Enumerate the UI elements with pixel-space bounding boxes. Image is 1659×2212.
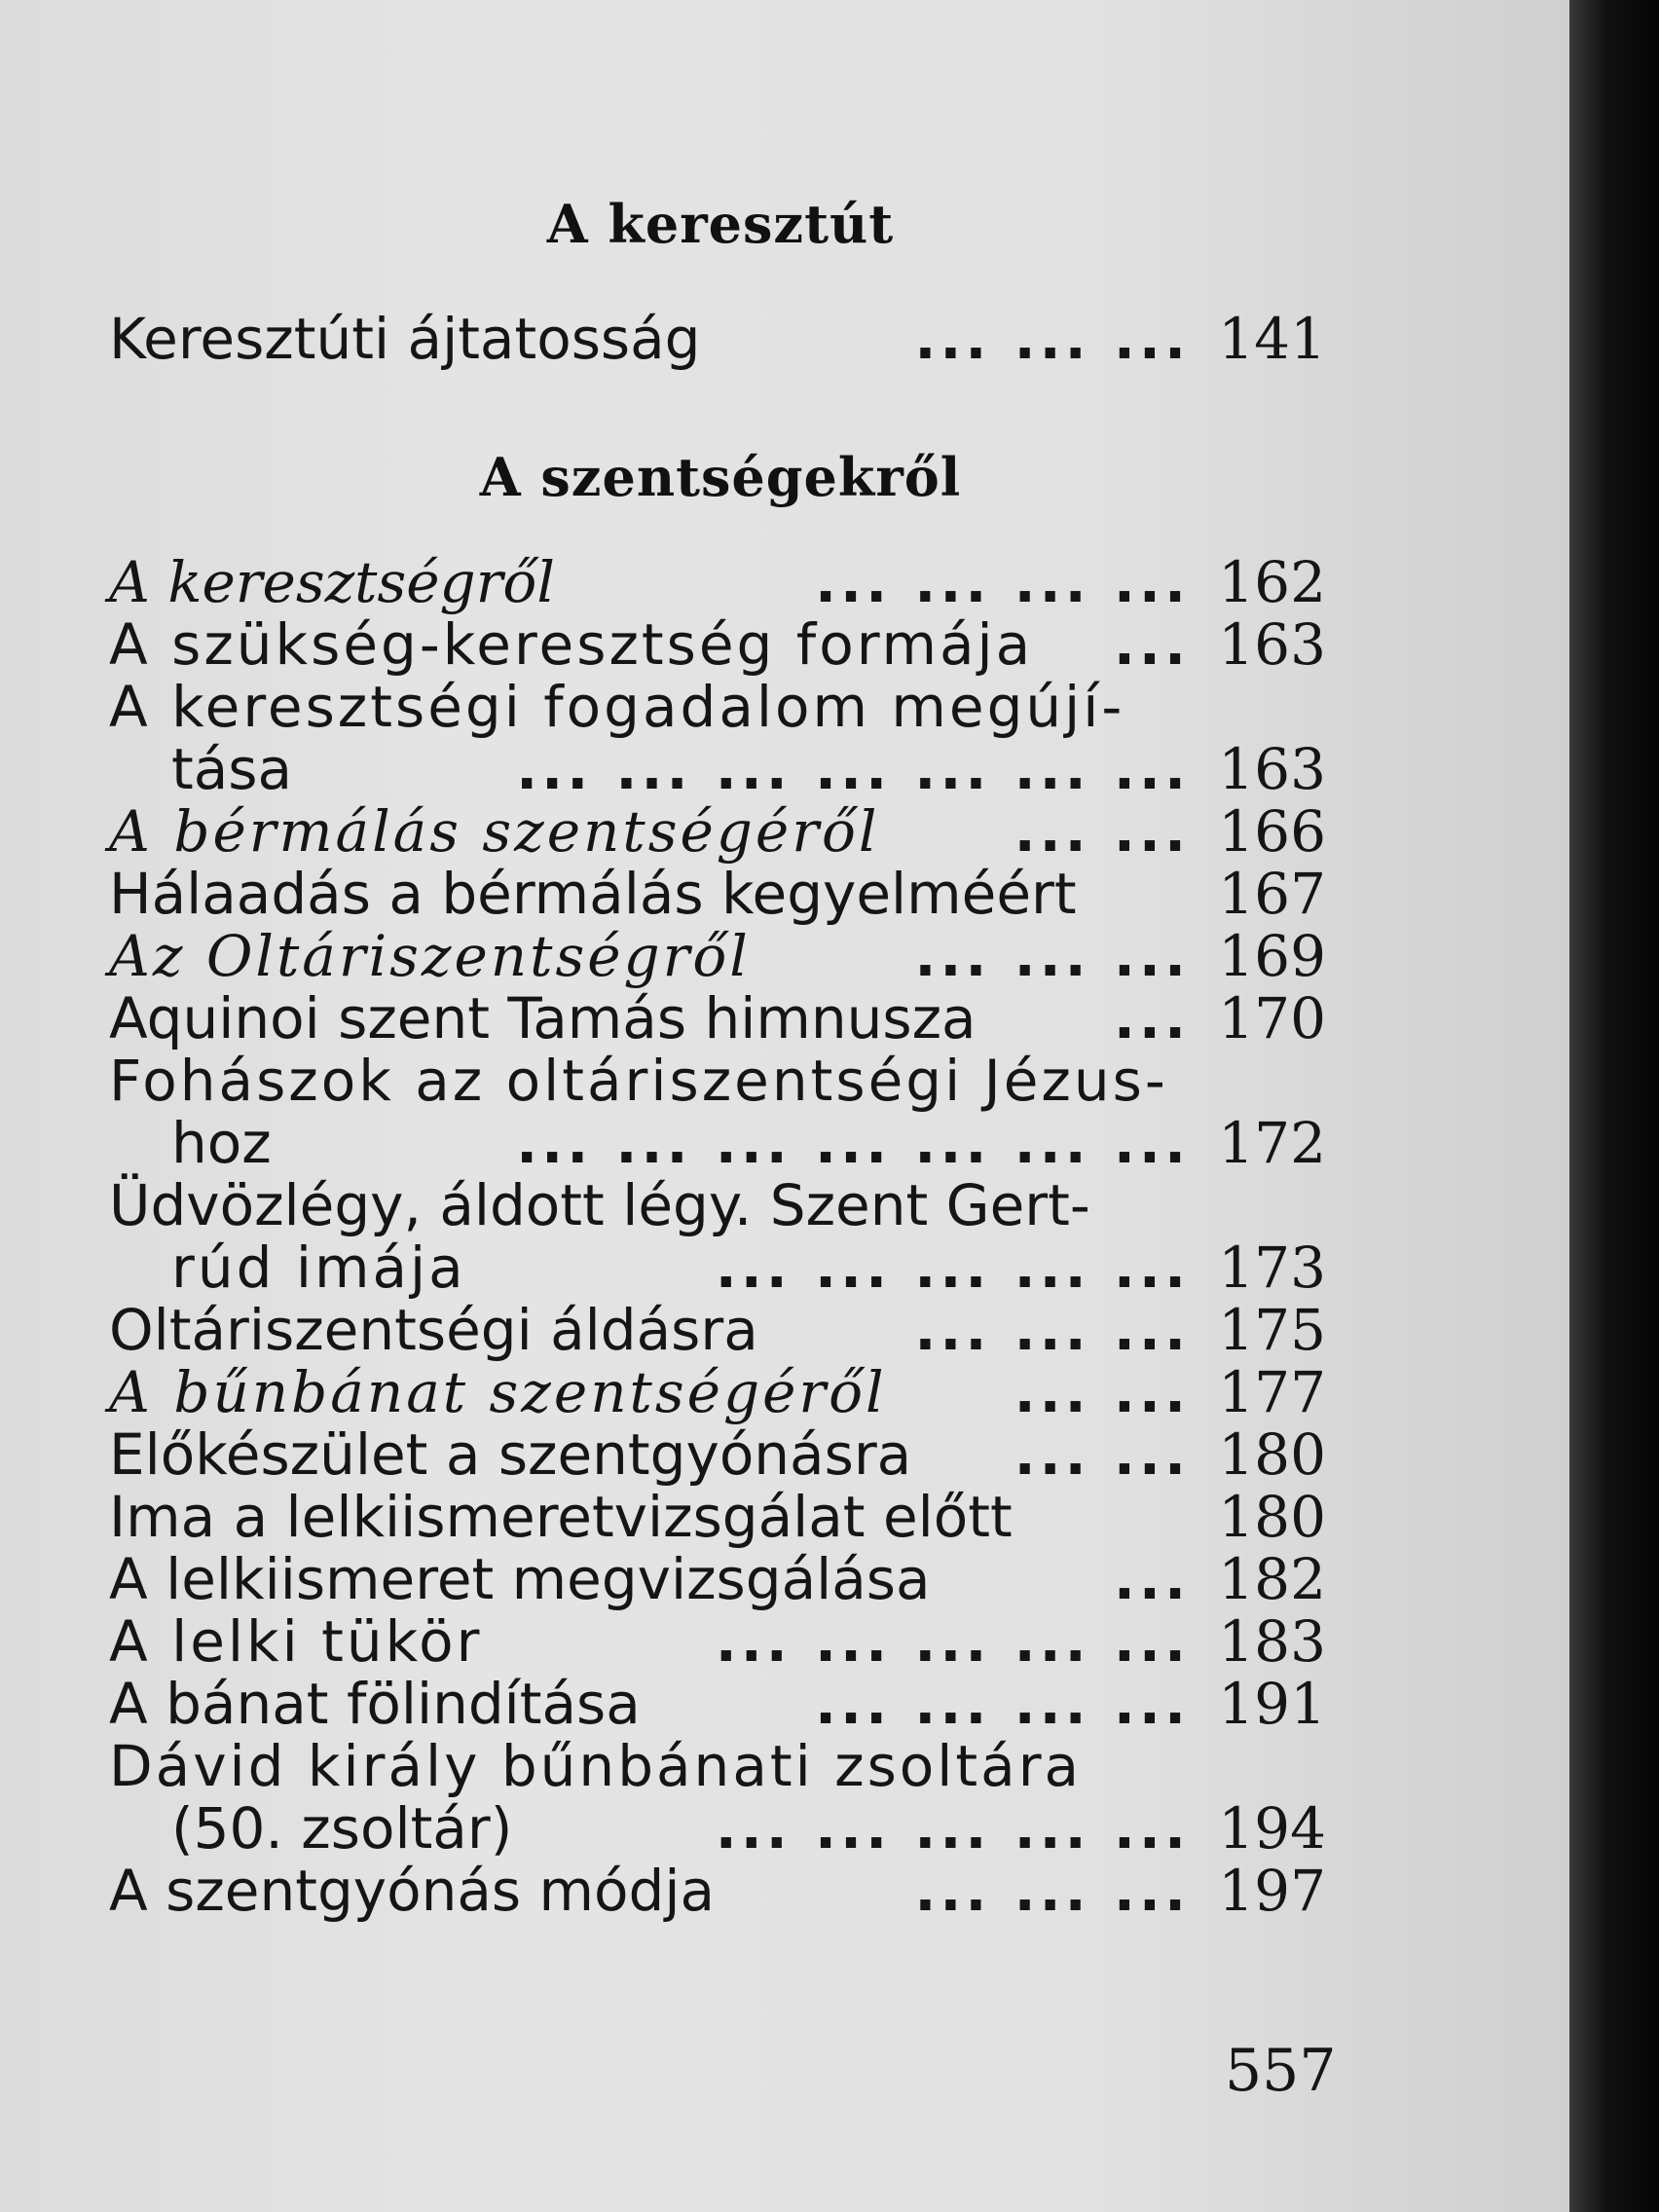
toc-entry: [109, 551, 1326, 613]
toc-page-number: 169: [1218, 923, 1326, 989]
toc-entry-title: Dávid király bűnbánati zsoltára: [109, 1733, 1083, 1799]
toc-entry-title: Üdvözlégy, áldott légy. Szent Gert-: [109, 1172, 1090, 1238]
toc-entry: [109, 1673, 1326, 1735]
toc-entry-title: A keresztségről: [109, 549, 555, 615]
toc-entry-title: tása: [171, 736, 293, 802]
toc-entry: [109, 676, 1326, 738]
toc-leader-dots: ... ... ...: [914, 1297, 1190, 1363]
toc-leader-dots: ... ... ... ... ...: [715, 1235, 1190, 1301]
toc-leader-dots: ... ... ...: [914, 923, 1190, 989]
toc-entry: [109, 863, 1326, 925]
toc-page-number: 194: [1218, 1795, 1326, 1862]
toc-entry: [109, 987, 1326, 1050]
toc-leader-dots: ... ... ... ... ... ... ...: [516, 1110, 1190, 1176]
book-spine-shadow: [1569, 0, 1659, 2212]
toc-entry-title: Hálaadás a bérmálás kegyelméért: [109, 861, 1077, 927]
toc-leader-dots: ... ... ... ...: [815, 1671, 1190, 1737]
toc-entry: [109, 1361, 1326, 1423]
toc-leader-dots: ... ... ... ... ... ... ...: [516, 736, 1190, 802]
toc-entry: [109, 1174, 1326, 1236]
toc-entry-title: A lelki tükör: [109, 1608, 483, 1675]
toc-entry-title: Aquinoi szent Tamás himnusza: [109, 985, 977, 1051]
toc-page-number: 180: [1218, 1421, 1326, 1488]
toc-leader-dots: ...: [1113, 985, 1190, 1051]
toc-page-number: 183: [1218, 1608, 1326, 1675]
toc-leader-dots: ... ... ... ... ...: [715, 1795, 1190, 1862]
toc-entry: [109, 1735, 1326, 1797]
toc-entry-title: Az Oltáriszentségről: [109, 923, 751, 989]
toc-entry-title: A szentgyónás módja: [109, 1858, 715, 1924]
toc-entry: [109, 613, 1326, 676]
toc-entry-title: A lelkiismeret megvizsgálása: [109, 1546, 931, 1612]
toc-entry: [109, 308, 1326, 370]
toc-entry-title: rúd imája: [171, 1235, 466, 1301]
toc-page-number: 167: [1218, 861, 1326, 927]
toc-page-number: 177: [1218, 1359, 1326, 1425]
page-number: 557: [1225, 2037, 1337, 2105]
toc-entry-title: A bérmálás szentségéről: [109, 798, 880, 865]
toc-page-number: 172: [1218, 1110, 1326, 1176]
toc-entry: [109, 1860, 1326, 1922]
toc-leader-dots: ... ... ...: [914, 306, 1190, 372]
toc-entry: [109, 1486, 1326, 1548]
toc-page-number: 173: [1218, 1235, 1326, 1301]
toc-entry-title: A bánat fölindítása: [109, 1671, 641, 1737]
toc-leader-dots: ...: [1113, 611, 1190, 678]
toc-entry: [109, 925, 1326, 987]
toc-leader-dots: ... ...: [1014, 1359, 1190, 1425]
toc-leader-dots: ...: [1113, 1546, 1190, 1612]
toc-page-number: 170: [1218, 985, 1326, 1051]
toc-entry-title: A szükség-keresztség formája: [109, 611, 1034, 678]
toc-leader-dots: ... ... ... ... ...: [715, 1608, 1190, 1675]
section-title: A szentségekről: [479, 446, 962, 508]
toc-page-number: 182: [1218, 1546, 1326, 1612]
toc-entry-title: (50. zsoltár): [171, 1795, 513, 1862]
toc-leader-dots: ... ... ...: [914, 1858, 1190, 1924]
toc-entry: [109, 1423, 1326, 1486]
toc-entry: [109, 800, 1326, 863]
toc-page-number: 175: [1218, 1297, 1326, 1363]
toc-entry-continuation: [109, 1112, 1326, 1174]
toc-page-number: 163: [1218, 611, 1326, 678]
toc-entry-continuation: [109, 1797, 1326, 1860]
section-title: A keresztút: [546, 193, 895, 255]
toc-entry-title: Ima a lelkiismeretvizsgálat előtt: [109, 1484, 1013, 1550]
toc-page-number: 141: [1218, 306, 1326, 372]
toc-entry-title: A keresztségi fogadalom megújí-: [109, 674, 1125, 740]
toc-page-number: 180: [1218, 1484, 1326, 1550]
toc-page-number: 191: [1218, 1671, 1326, 1737]
toc-entry-title: A bűnbánat szentségéről: [109, 1359, 887, 1425]
toc-entry: [109, 1548, 1326, 1610]
toc-entry-continuation: [109, 738, 1326, 800]
toc-leader-dots: ... ... ... ...: [815, 549, 1190, 615]
toc-page-number: 163: [1218, 736, 1326, 802]
toc-entry-title: Oltáriszentségi áldásra: [109, 1297, 758, 1363]
toc-entry-title: Előkészület a szentgyónásra: [109, 1421, 912, 1488]
toc-leader-dots: ... ...: [1014, 798, 1190, 865]
toc-entry: [109, 1050, 1326, 1112]
toc-page-number: 197: [1218, 1858, 1326, 1924]
toc-page-number: 166: [1218, 798, 1326, 865]
toc-entry: [109, 1610, 1326, 1673]
toc-entry-continuation: [109, 1236, 1326, 1299]
toc-page-number: 162: [1218, 549, 1326, 615]
toc-entry-title: Fohászok az oltáriszentségi Jézus-: [109, 1048, 1168, 1114]
toc-entry-title: hoz: [171, 1110, 272, 1176]
toc-leader-dots: ... ...: [1014, 1421, 1190, 1488]
toc-entry: [109, 1299, 1326, 1361]
toc-entry-title: Keresztúti ájtatosság: [109, 306, 701, 372]
